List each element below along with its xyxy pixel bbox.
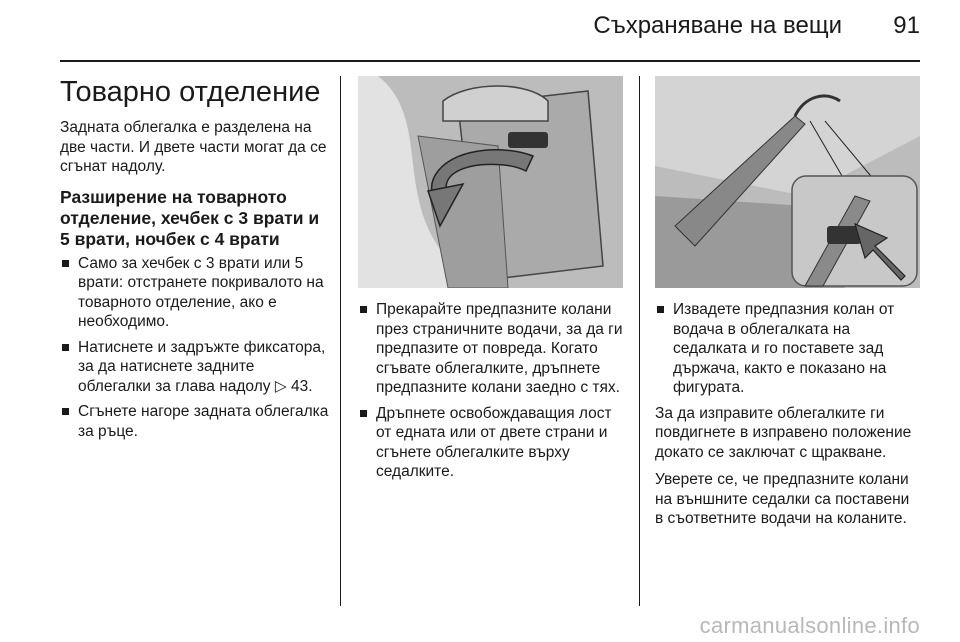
bullet-list: [655, 300, 920, 398]
column-2: [358, 76, 624, 488]
column-divider: [639, 76, 640, 606]
column-1: [60, 76, 330, 447]
page-reference-icon: ▷: [274, 377, 287, 395]
section-title: Товарно отделение: [60, 76, 321, 108]
paragraph: За да изправите облегалките ги повдигнете в изправено положение докато се заключат с щракване.: [655, 404, 912, 461]
subheading: Разширение на товарното отделение, хечбек с 3 врати и 5 врати, ночбек с 4 врати: [60, 186, 320, 249]
column-3: [655, 76, 920, 537]
column-divider: [340, 76, 341, 606]
watermark: carmanualsonline.info: [699, 613, 920, 638]
intro-paragraph: Задната облегалка е разделена на две части. И двете части могат да се сгънат надолу.: [60, 119, 327, 175]
page-header-title: Съхраняване на вещи: [593, 12, 842, 39]
header-rule: [60, 60, 920, 62]
list-item: Само за хечбек с 3 врати или 5 врати: отстранете покривалото на товарното отделение, ако е необходимо.: [60, 254, 330, 332]
bullet-list: [60, 254, 330, 442]
page-reference-link[interactable]: 43.: [291, 377, 313, 395]
list-item: Сгънете нагоре задната облегалка за ръце.: [60, 402, 330, 441]
paragraph: Уверете се, че предпазните колани на външните седалки са поставени в съответните водачи на коланите.: [655, 471, 910, 527]
page-number: 91: [893, 12, 920, 39]
list-item: Прекарайте предпазните колани през страничните водачи, за да ги предпазите от повреда. Когато сгъвате облегалките, дръпнете предпазните колани заедно с тях.: [358, 300, 624, 398]
list-item: [60, 338, 330, 397]
list-item: Извадете предпазния колан от водача в облегалката на седалката и го поставете зад държача, както е показано на фигурата.: [655, 300, 920, 398]
list-item: Дръпнете освобождаващия лост от едната или от двете страни и сгънете облегалките върху седалките.: [358, 404, 624, 482]
bullet-list: [358, 300, 624, 482]
figure-headrest-release: [358, 76, 623, 288]
figure-seat-belt-guide: [655, 76, 920, 288]
bullet-text: Натиснете и задръжте фиксатора, за да натиснете задните облегалки за глава надолу: [78, 338, 326, 395]
